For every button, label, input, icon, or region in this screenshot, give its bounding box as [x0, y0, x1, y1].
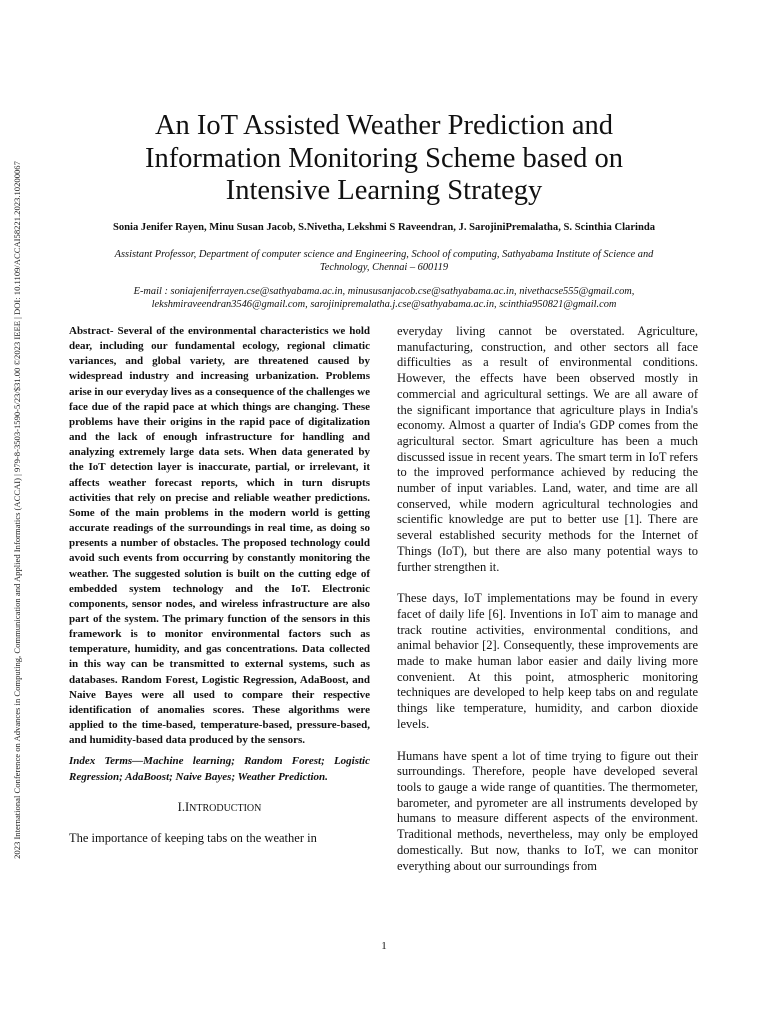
- email-line-2: lekshmiraveendran3546@gmail.com, sarojinipremalatha.j.cse@sathyabama.ac.in, scinthia950821@gmail.com: [151, 298, 617, 310]
- affiliation: [60, 248, 708, 274]
- index-terms: Index Terms—Machine learning; Random Forest; Logistic Regression; AdaBoost; Naive Bayes; Weather Prediction.: [69, 755, 370, 783]
- email-list: [60, 286, 708, 311]
- conference-doi-text: 2023 International Conference on Advances in Computing, Communication and Applied Informatics (ACCAI) | 979-8-3503-1590-5/23/$31.00 ©2023 IEEE | DOI: 10.1109/ACCAI58221.2023.10200067: [12, 161, 22, 859]
- section-first-letter: I: [184, 799, 190, 814]
- paper-title: [60, 110, 708, 208]
- section-number: I.: [177, 799, 185, 814]
- page-number: 1: [381, 940, 387, 952]
- body-paragraph-3: Humans have spent a lot of time trying to figure out their surroundings. Therefore, people have developed several tools to gauge a wide range of quantities. The thermometer, barometer, and pyrometer are all instruments developed by humans to measure different aspects of the environment. Traditional methods, nevertheless, may only be employed domestically. But now, thanks to IoT, we can monitor everything about our surroundings from: [397, 748, 698, 873]
- body-paragraph-2: These days, IoT implementations may be found in every facet of daily life [6]. Inventions in IoT aim to manage and track routine activities, environmental conditions, and animal behavior [2]. Consequently, these improvements are made to make human labor easier and daily living more convenient. At this point, atmospheric monitoring techniques are developed to help keep tabs on and regulate things like temperature, humidity, and carbon dioxide levels.: [397, 591, 698, 731]
- doi-sidebar: [10, 110, 24, 910]
- title-line-3: Intensive Learning Strategy: [225, 175, 543, 206]
- intro-paragraph-start: The importance of keeping tabs on the weather in: [69, 830, 317, 845]
- title-line-1: An IoT Assisted Weather Prediction and: [154, 110, 614, 141]
- body-paragraph-1: everyday living cannot be overstated. Agriculture, manufacturing, construction, and other sectors all face difficulties as a result of environmental conditions. However, the effects have been observed mostly in commercial and agricultural settings. We are all aware of the significant importance that agriculture plays in India's economy. Almost a quarter of India's GDP comes from the agricultural sector. Smart agriculture has been a much discussed issue in recent years. The smart term in IoT refers to the improved performance achieved by reducing the number of input variables. Land, water, and time are all conserved, while modern agricultural technologies and scientific knowledge are put to better use [1]. There are several established security methods for the Internet of Things (IoT), but there are also many potential ways to further strengthen it.: [397, 324, 698, 574]
- author-list: Sonia Jenifer Rayen, Minu Susan Jacob, S.Nivetha, Lekshmi S Raveendran, J. SarojiniPremalatha, S. Scinthia Clarinda: [112, 222, 656, 233]
- left-column: [69, 324, 370, 846]
- section-heading-introduction: [69, 800, 370, 815]
- right-column: [397, 324, 698, 874]
- affiliation-line-1: Assistant Professor, Department of computer science and Engineering, School of computing, Sathyabama Institute of Science and: [114, 249, 654, 260]
- affiliation-line-2: Technology, Chennai – 600119: [319, 262, 449, 273]
- section-title-rest: NTRODUCTION: [189, 802, 262, 814]
- abstract: Abstract- Several of the environmental characteristics we hold dear, including our fundamental ecology, regional climatic variances, and global variety, are threatened caused by widespread industry and increasing urbanization. Problems arise in our everyday lives as a consequence of the challenges we face due of the rapid pace at which things are changing. These problems have their origins in the rapid pace of digitalization and the lack of enough infrastructure for handling and analyzing extremely large data sets. When data generated by the IoT detection layer is inaccurate, partial, or irrelevant, it affects weather forecast reports, which in turn disrupts activities that rely on precise and reliable weather predictions. Some of the main problems in the modern world is getting accurate readings of the surroundings in real time, as doing so presents a number of obstacles. The proposed technology could avoid such events from occurring by constantly monitoring the weather. The suggested solution is built on the cutting edge of embedded system technology and the IoT. Electronic components, sensor nodes, and wireless infrastructure are also part of the system. The primary function of the sensors in this framework is to monitor environmental factors such as temperature, humidity, and gas concentrations. Data collected in this way can be transmitted to external systems, such as databases. Random Forest, Logistic Regression, AdaBoost, and Naive Bayes were all used to compare their respective identification of anomalies scores. These algorithms were applied to the time-based, temperature-based, pressure-based, and humidity-based data produced by the sensors.: [69, 325, 370, 747]
- title-line-2: Information Monitoring Scheme based on: [144, 142, 624, 174]
- email-line-1: E-mail : soniajeniferrayen.cse@sathyabama.ac.in, minususanjacob.cse@sathyabama.ac.in, nivethacse555@gmail.com,: [133, 286, 635, 297]
